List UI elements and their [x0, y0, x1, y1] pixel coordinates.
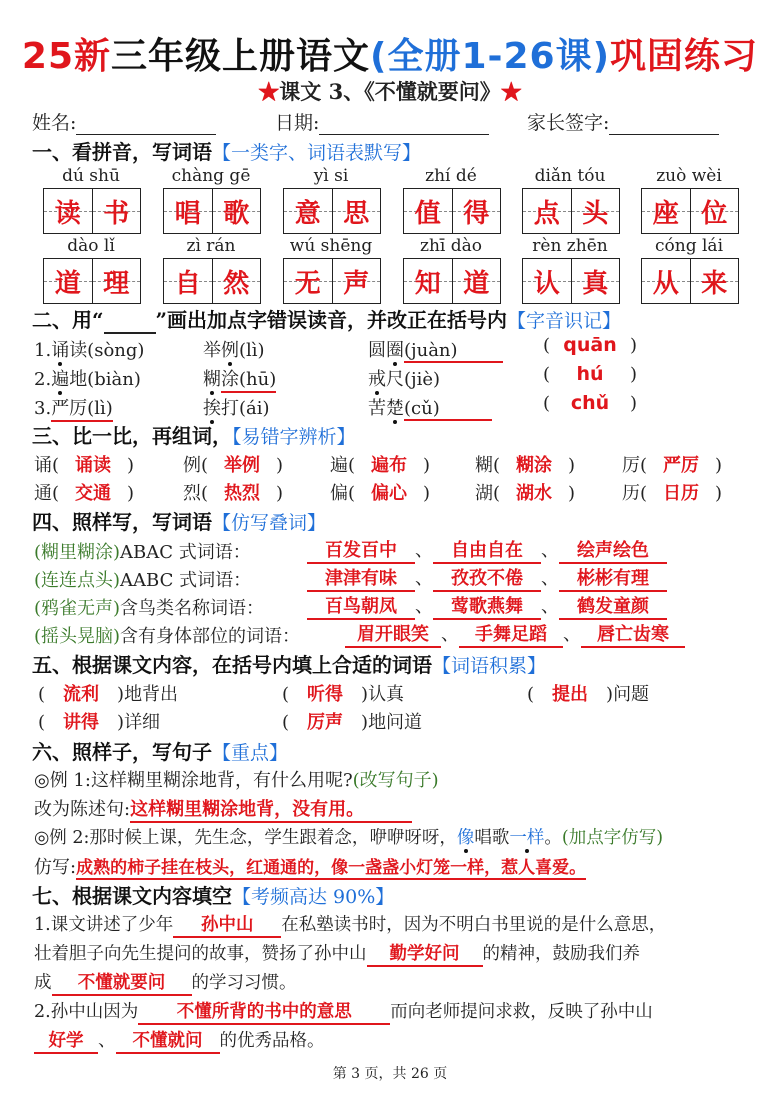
fill-paragraph: 好学 、 不懂就问 的优秀品格。 [34, 1027, 325, 1054]
fill-paragraph: 2.孙中山因为 不懂所背的书中的意思 而向老师提问求救，反映了孙中山 [34, 998, 653, 1025]
example-2: ◎例 2:那时候上课，先生念，学生跟着念，咿咿呀呀，像唱歌一样。(加点字仿写) [34, 828, 664, 848]
pinyin: zì rán [186, 236, 236, 256]
compare-item: 遍( 遍布 ) [330, 455, 431, 476]
section-2-heading: 二、用“ ”画出加点字错误读音，并改正在括号内【字音识记】 [32, 308, 622, 332]
pron-item: 挨打(ái) [203, 398, 270, 419]
tianzi-grid: 意 思 [283, 188, 381, 234]
tianzi-grid: 无 声 [283, 258, 381, 304]
fill-paragraph: 成 不懂就要问 的学习习惯。 [34, 969, 297, 996]
tianzi-grid: 知 道 [403, 258, 501, 304]
fill-paragraph: 1.课文讲述了少年 孙中山 在私塾读书时，因为不明白书里说的是什么意思， [34, 911, 666, 938]
fill-item: ( 厉声 )地问道 [282, 712, 423, 733]
pinyin: chàng gē [171, 166, 251, 186]
compare-item: 例( 举例 ) [183, 455, 284, 476]
imitate-answers: 津津有味 、 孜孜不倦 、 彬彬有理 [307, 564, 667, 592]
pron-answer: ( quān ) [543, 334, 638, 356]
example-1: ◎例 1:这样糊里糊涂地背，有什么用呢?(改写句子) [34, 770, 439, 791]
pron-item: 糊涂(hū) [203, 365, 276, 393]
tianzi-grid: 值 得 [403, 188, 501, 234]
pron-item: 圆圈(juàn) [368, 336, 503, 363]
tianzi-grid: 自 然 [163, 258, 261, 304]
section-5-heading: 五、根据课文内容，在括号内填上合适的词语【词语积累】 [32, 653, 547, 677]
pron-item: 1.诵读(sòng) [34, 340, 145, 361]
pron-item: 举例(lì) [203, 340, 265, 361]
pinyin: zhī dào [420, 236, 482, 256]
tianzi-grid: 点 头 [522, 188, 620, 234]
compare-item: 厉( 严厉 ) [622, 455, 723, 476]
fill-paragraph: 壮着胆子向先生提问的故事，赞扬了孙中山 勤学好问 的精神，鼓励我们养 [34, 940, 640, 967]
pron-item: 苦楚(cǔ) [368, 394, 492, 421]
tianzi-grid: 读 书 [43, 188, 141, 234]
page-title: 25新三年级上册语文(全册1-26课)巩固练习 [21, 36, 759, 77]
section-1-heading: 一、看拼音，写词语【一类字、词语表默写】 [32, 140, 422, 164]
section-3-heading: 三、比一比，再组词，【易错字辨析】 [32, 424, 356, 448]
tianzi-grid: 认 真 [522, 258, 620, 304]
pron-item: 2.遍地(biàn) [34, 369, 141, 390]
parent-sign-field: 家长签字: [527, 108, 719, 135]
compare-item: 湖( 湖水 ) [475, 483, 576, 504]
lesson-subtitle: ★课文 3、《不懂就要问》★ [258, 79, 522, 104]
pinyin: wú shēng [289, 236, 373, 256]
fill-item: ( 讲得 )详细 [38, 712, 161, 733]
star-icon: ★ [500, 79, 522, 104]
compare-item: 偏( 偏心 ) [330, 483, 431, 504]
section-4-heading: 四、照样写，写词语【仿写叠词】 [32, 510, 327, 534]
page-number: 第 3 页，共 26 页 [332, 1066, 448, 1082]
compare-item: 历( 日历 ) [622, 483, 723, 504]
tianzi-grid: 唱 歌 [163, 188, 261, 234]
pinyin: diǎn tóu [534, 166, 606, 186]
imitate-answers: 眉开眼笑 、 手舞足蹈 、 唇亡齿寒 [345, 620, 685, 648]
pinyin: dào lǐ [67, 236, 115, 256]
imitate-row: (连连点头)AABC 式词语： [34, 570, 252, 591]
pinyin: cóng lái [655, 236, 723, 256]
pron-answer: ( chǔ ) [543, 392, 638, 414]
compare-item: 烈( 热烈 ) [183, 483, 284, 504]
section-7-heading: 七、根据课文内容填空【考频高达 90%】 [32, 884, 395, 908]
fill-item: ( 听得 )认真 [282, 684, 405, 705]
pinyin: rèn zhēn [532, 236, 608, 256]
name-field: 姓名: [32, 108, 216, 135]
tianzi-grid: 道 理 [43, 258, 141, 304]
compare-item: 糊( 糊涂 ) [475, 455, 576, 476]
imitate-row: (摇头晃脑)含有身体部位的词语： [34, 626, 301, 647]
imitate-row: (鸦雀无声)含鸟类名称词语： [34, 598, 265, 619]
imitate-answers: 百鸟朝凤 、 莺歌燕舞 、 鹤发童颜 [307, 592, 667, 620]
pinyin: zuò wèi [656, 166, 722, 186]
pinyin: yì si [313, 166, 349, 186]
compare-item: 诵( 诵读 ) [34, 455, 135, 476]
pron-item: 戒尺(jiè) [368, 369, 441, 390]
example-2-answer: 仿写:成熟的柿子挂在枝头，红通通的，像一盏盏小灯笼一样，惹人喜爱。 [34, 853, 586, 880]
date-field: 日期: [275, 108, 489, 135]
fill-item: ( 提出 )问题 [527, 684, 650, 705]
imitate-row: (糊里糊涂)ABAC 式词语： [34, 542, 251, 563]
pinyin: dú shū [62, 166, 120, 186]
pron-answer: ( hú ) [543, 363, 638, 385]
imitate-answers: 百发百中 、 自由自在 、 绘声绘色 [307, 536, 667, 564]
tianzi-grid: 从 来 [641, 258, 739, 304]
tianzi-grid: 座 位 [641, 188, 739, 234]
pinyin: zhí dé [425, 166, 477, 186]
section-6-heading: 六、照样子，写句子【重点】 [32, 740, 289, 764]
pron-item: 3.严厉(lì) [34, 394, 113, 422]
compare-item: 通( 交通 ) [34, 483, 135, 504]
star-icon: ★ [258, 79, 280, 104]
example-1-answer: 改为陈述句:这样糊里糊涂地背，没有用。 [34, 795, 412, 823]
fill-item: ( 流利 )地背出 [38, 684, 179, 705]
